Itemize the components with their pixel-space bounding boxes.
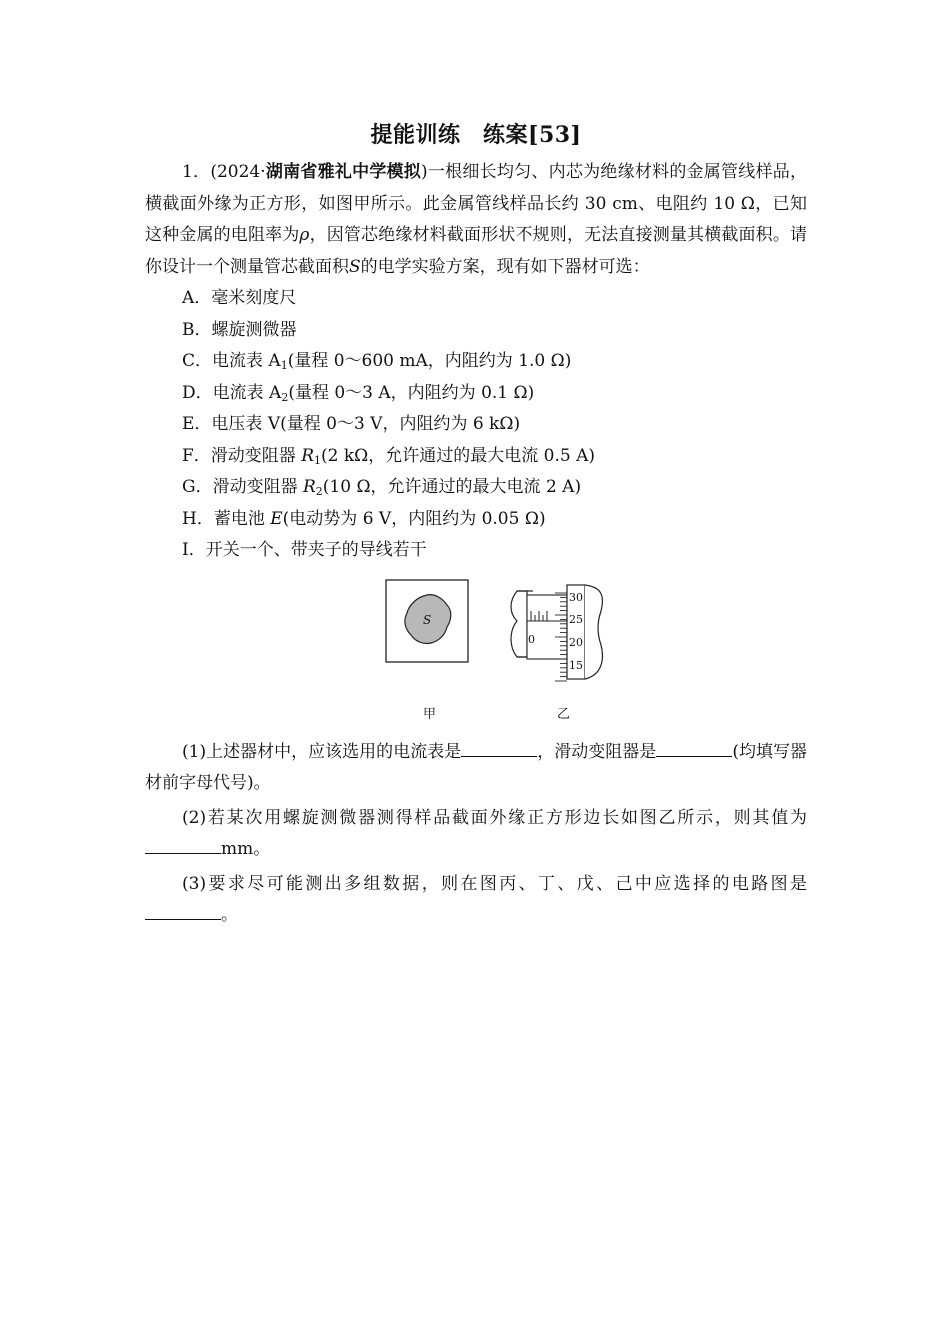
thimble-label-25: 25 <box>569 612 583 626</box>
figure-yi-caption: 乙 <box>557 706 571 722</box>
answer-blank-rheostat[interactable] <box>656 738 732 757</box>
option-e: E．电压表 V(量程 0～3 V，内阻约为 6 kΩ) <box>182 414 521 434</box>
sub-question-1: (1)上述器材中，应该选用的电流表是 ，滑动变阻器是 (均填写器材前字母代号)。 <box>145 737 807 800</box>
micrometer-figure <box>505 571 615 689</box>
answer-blank-circuit[interactable] <box>145 901 221 920</box>
option-f: F．滑动变阻器 $R_1(2$ kΩ，允许通过的最大电流 0.5 A) <box>182 445 596 467</box>
worksheet-page <box>145 118 807 932</box>
option-i: I．开关一个、带夹子的导线若干 <box>182 540 427 560</box>
option-c: C．电流表 $A_1$(量程 0～600 mA，内阻约为 1.0 Ω) <box>182 351 572 372</box>
thimble-label-15: 15 <box>569 658 583 672</box>
thimble-label-20: 20 <box>569 635 583 649</box>
answer-blank-reading[interactable] <box>145 835 221 854</box>
sub-question-3: (3)要求尽可能测出多组数据，则在图丙、丁、戊、己中应选择的电路图是。 <box>145 869 807 932</box>
option-d: D．电流表 $A_2$(量程 0～3 A，内阻约为 0.1 Ω) <box>182 382 535 404</box>
sleeve-zero-label: 0 <box>528 632 535 646</box>
area-symbol: S <box>349 256 361 277</box>
thimble-label-30: 30 <box>569 590 583 604</box>
question-1-stem: 1．(2024·湖南省雅礼中学模拟)一根细长均匀、内芯为绝缘材料的金属管线样品，横截面外缘为正方形，如图甲所示。此金属管线样品长约 30 cm、电阻约 10 Ω，已知这种金属的电阻率为ρ，因管芯绝缘材料截面形状不规则，无法直接测量其横截面积。请你设计一个测量管芯截面积S的电学实验方案，现有如下器材可选： <box>145 162 808 277</box>
option-g: G．滑动变阻器 $R_2(10$ Ω，允许通过的最大电流 2 A) <box>182 477 582 498</box>
cross-section-figure <box>385 579 471 665</box>
figure-jia-caption: 甲 <box>423 706 437 722</box>
option-b: B．螺旋测微器 <box>182 319 297 340</box>
question-number: 1． <box>182 162 211 182</box>
option-h: H．蓄电池 E(电动势为 6 V，内阻约为 0.05 Ω) <box>182 508 546 529</box>
figure-area <box>145 579 807 729</box>
page-title: 提能训练 练案[53] <box>370 122 582 148</box>
area-label: S <box>423 612 432 627</box>
sub-question-2: (2)若某次用螺旋测微器测得样品截面外缘正方形边长如图乙所示，则其值为mm。 <box>145 803 807 866</box>
answer-blank-ammeter[interactable] <box>461 738 537 757</box>
question-source: 湖南省雅礼中学模拟 <box>265 162 422 182</box>
rho-symbol: ρ <box>299 225 310 245</box>
option-a: A．毫米刻度尺 <box>182 288 297 308</box>
